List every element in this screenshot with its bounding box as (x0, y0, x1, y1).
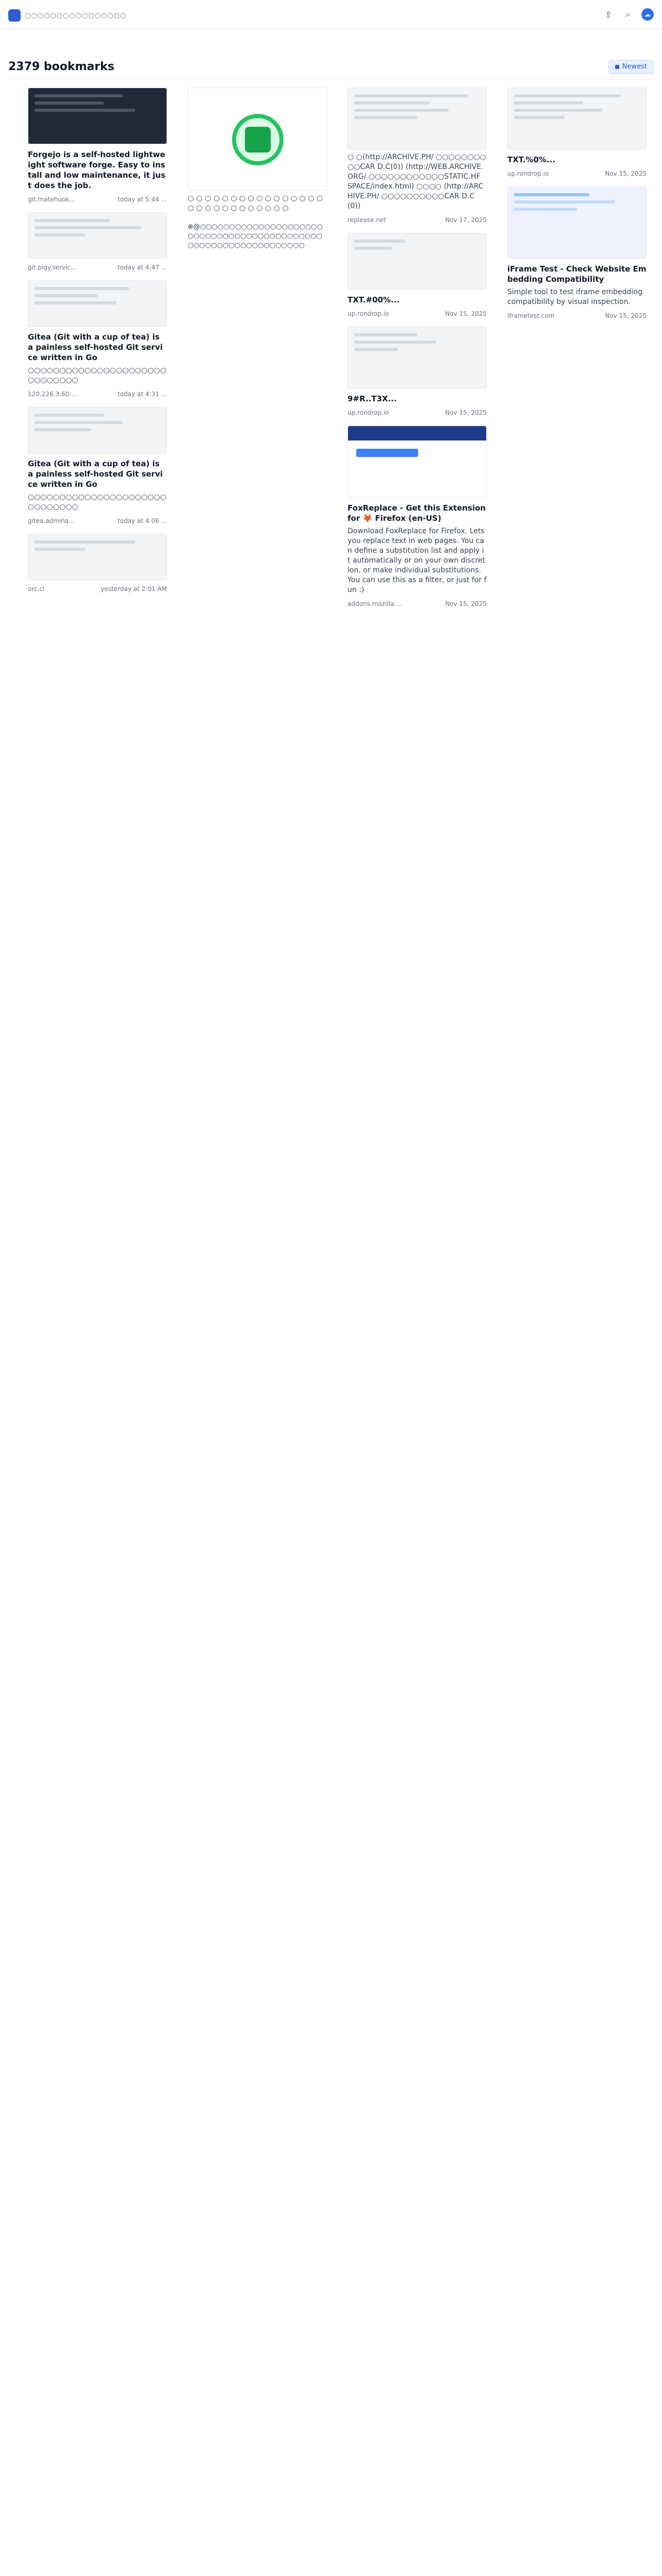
bookmark-date: Nov 15, 2025 (445, 600, 487, 607)
bookmark-domain[interactable]: up.rondrop.io (347, 409, 389, 416)
bookmark-title[interactable]: TXT.#00%... (347, 295, 400, 304)
sort-label: Newest (622, 63, 647, 71)
bookmark-date: Nov 15, 2025 (445, 409, 487, 416)
firefox-header-bar (348, 426, 486, 440)
bookmark-date: Nov 17, 2025 (445, 216, 487, 224)
bookmark-thumbnail[interactable] (347, 88, 487, 149)
bookmark-thumbnail[interactable] (188, 88, 327, 191)
bookmark-card[interactable] (28, 212, 167, 271)
bookmark-title[interactable]: Gitea (Git with a cup of tea) is a painless self-hosted Git service written in Go (28, 332, 163, 362)
bookmark-date: today at 5:44 ... (117, 196, 167, 203)
bookmark-description: Simple tool to test iframe embedding compatibility by visual inspection. (507, 288, 643, 306)
bookmark-date: today at 4:06 ... (117, 517, 167, 524)
sort-icon (615, 65, 619, 69)
bookmark-column-4 (507, 88, 647, 329)
bookmark-date: Nov 15, 2025 (445, 310, 487, 317)
bookmark-card[interactable] (347, 233, 487, 317)
bookmark-card[interactable] (28, 88, 167, 203)
bookmark-thumbnail[interactable] (28, 534, 167, 580)
bookmark-domain[interactable]: iframetest.com (507, 312, 555, 319)
bookmark-thumbnail[interactable] (28, 280, 167, 327)
sort-button[interactable] (608, 60, 654, 74)
bookmark-card[interactable] (188, 88, 327, 213)
bookmark-title[interactable]: Gitea (Git with a cup of tea) is a painless self-hosted Git service written in Go (28, 459, 163, 489)
bookmark-thumbnail[interactable] (347, 327, 487, 388)
bookmark-thumbnail[interactable] (347, 426, 487, 498)
bookmark-card[interactable] (347, 88, 487, 224)
logo-core-icon (245, 127, 271, 152)
bookmark-thumbnail[interactable] (28, 212, 167, 259)
bookmark-domain[interactable]: up.rondrop.io (507, 170, 549, 177)
bookmark-domain[interactable]: orc.cl (28, 585, 45, 592)
bookmark-domain[interactable]: gitea.admina... (28, 517, 75, 524)
brand[interactable] (8, 9, 127, 22)
bookmark-date: Nov 15, 2025 (605, 170, 647, 177)
bookmark-date: yesterday at 2:01 AM (101, 585, 167, 592)
page-header (8, 55, 654, 79)
bookmark-column-1 (28, 88, 167, 602)
brand-text: ○○○○○○○○○○○○○○○○ (25, 11, 127, 20)
bookmark-title[interactable]: 9#R..T3X... (347, 394, 397, 403)
bookmark-thumbnail[interactable] (347, 233, 487, 290)
bookmark-title[interactable]: TXT.%0%... (507, 155, 556, 164)
bookmark-title[interactable]: iFrame Test - Check Website Embedding Compatibility (507, 264, 647, 284)
brand-logo (8, 9, 21, 22)
bookmark-description: ○ ○ ○ ○ ○ ○ ○ ○ ○ ○ ○ ○ ○ ○ ○ ○ ○ ○ ○ ○ ○ ○ ○ ○ ○ ○ ○ ○ (188, 194, 323, 212)
bookmark-card[interactable] (28, 407, 167, 524)
bookmark-domain[interactable]: up.rondrop.io (347, 310, 389, 317)
upload-icon[interactable]: ⇪ (605, 9, 612, 20)
bookmark-date: today at 4:47 ... (117, 264, 167, 271)
search-icon[interactable]: ⌕ (625, 9, 631, 19)
bookmark-date: today at 4:31 ... (117, 391, 167, 398)
bookmark-description: ○○○○○○○○○○○○○○○○○○○○○○○○○○○○○○ (28, 493, 167, 511)
page-title: 2379 bookmarks (8, 60, 114, 73)
bookmark-card[interactable] (347, 426, 487, 607)
bookmark-domain[interactable]: replease.net (347, 216, 386, 224)
bookmark-description: Download FoxReplace for Firefox. Lets you replace text in web pages. You can define a substitution list and apply it automatically or on your own discretion, or make individual substitutions. You can use this as a filter, or just for fun :) (347, 527, 487, 594)
firefox-button-shape (356, 449, 418, 457)
bookmark-thumbnail[interactable] (507, 187, 647, 259)
bookmark-card[interactable] (28, 280, 167, 398)
bookmark-long-text: ⊕@○○○○○○○○○○○○○○○○○○○○○○○○○○○○○○○○○○○○○○○○○○○○○○○○○○○○○○○○○○○○○○○○ (188, 223, 323, 249)
bookmark-column-3 (347, 88, 487, 617)
bookmark-column-2 (188, 88, 327, 250)
bookmark-domain[interactable]: addons.mozilla.... (347, 600, 402, 607)
bookmark-title[interactable]: FoxReplace - Get this Extension for 🦊 Firefox (en-US) (347, 503, 486, 523)
top-bar (0, 0, 662, 29)
bookmark-description: ○ ○(http://ARCHIVE.PH/ ○○○○○○○○○○CAR D.C(0)) (http://WEB.ARCHIVE.ORG/ ○○○○○○○○○○○○STATIC.HF SPACE/index.html) ○○○○ (http://ARCHIVE.PH/ ○○○○○○○○○○CAR D.C(0)) (347, 153, 487, 210)
bookmark-thumbnail[interactable] (28, 407, 167, 453)
bookmark-thumbnail[interactable] (507, 88, 647, 149)
bookmark-date: Nov 15, 2025 (605, 312, 647, 319)
bookmark-card[interactable] (507, 187, 647, 319)
bookmark-card[interactable] (28, 534, 167, 592)
bookmark-thumbnail[interactable] (28, 88, 167, 144)
bookmark-description: ○○○○○○○○○○○○○○○○○○○○○○○○○○○○○○ (28, 366, 167, 384)
bookmark-card[interactable] (507, 88, 647, 177)
bookmark-domain[interactable]: git.matehuok... (28, 196, 75, 203)
bookmark-card[interactable] (347, 327, 487, 416)
bookmark-domain[interactable]: git.pigy.servic... (28, 264, 77, 271)
bookmark-title[interactable]: Forgejo is a self-hosted lightweight software forge. Easy to install and low maintenance, it just does the job. (28, 150, 166, 190)
avatar[interactable]: ☁ (641, 8, 654, 21)
bookmark-domain[interactable]: 120.226.3.60:... (28, 391, 77, 398)
